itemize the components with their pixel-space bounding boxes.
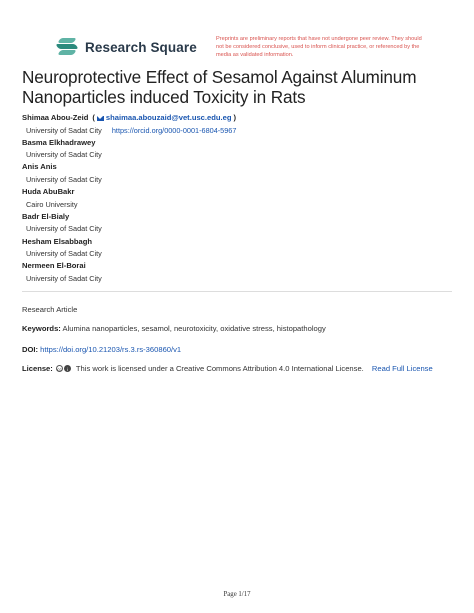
section-divider [22,291,452,292]
preprint-notice: Preprints are preliminary reports that have not undergone peer review. They should not be considered conclusive, used to inform clinical practice, or referenced by the media as validated information. [216,36,422,59]
author-name: Hesham Elsabbagh [22,236,93,246]
author-affiliation: University of Sadat City [26,125,102,135]
author-item [22,260,452,285]
author-name: Anis Anis [22,162,57,172]
read-full-license-link[interactable]: Read Full License [371,364,433,373]
author-affiliation: University of Sadat City [26,273,102,283]
email-close-paren: ) [233,113,237,122]
keywords-line [22,323,452,334]
keywords-label: Keywords: [22,324,61,333]
author-email: shaimaa.abouzaid@vet.usc.edu.eg [105,113,232,122]
article-type-label: Research Article [22,305,78,314]
page-number: Page 1/17 [223,591,251,598]
author-item [22,236,452,261]
author-item [22,161,452,186]
cc-icon: cc [57,367,62,372]
author-affiliation: University of Sadat City [26,249,102,259]
license-icons[interactable] [56,365,72,372]
license-label: License: [22,364,53,373]
license-line [22,363,452,374]
brand-name: Research Square [85,39,197,55]
author-list [22,112,452,285]
author-item [22,186,452,211]
author-affiliation: University of Sadat City [26,224,102,234]
author-affiliation: University of Sadat City [26,174,102,184]
author-email-link[interactable] [97,112,232,125]
research-square-logo-icon [57,38,79,56]
author-item [22,211,452,236]
author-item [22,137,452,162]
author-name: Shimaa Abou-Zeid [22,113,89,122]
email-open-paren: ( [92,113,95,122]
author-name: Nermeen El-Borai [22,261,86,271]
doi-label: DOI: [22,345,39,354]
envelope-icon [97,116,104,121]
orcid-link[interactable]: https://orcid.org/0000-0001-6804-5967 [111,125,237,135]
author-name: Basma Elkhadrawey [22,137,96,147]
license-text: This work is licensed under a Creative Commons Attribution 4.0 International License. [75,364,364,373]
doi-link[interactable]: https://doi.org/10.21203/rs.3.rs-360860/v1 [40,345,182,354]
author-affiliation: University of Sadat City [26,150,102,160]
author-name: Badr El-Bialy [22,211,70,221]
author-affiliation: Cairo University [26,199,78,209]
doi-line [22,344,452,355]
author-item [22,112,452,137]
header [0,30,474,66]
paper-title: Neuroprotective Effect of Sesamol Against Aluminum Nanoparticles induced Toxicity in Rats [22,67,417,107]
article-type [22,304,452,315]
keywords-value: Alumina nanoparticles, sesamol, neurotoxicity, oxidative stress, histopathology [62,324,326,333]
by-icon: i [64,365,71,372]
author-name: Huda AbuBakr [22,187,75,197]
research-square-logo[interactable] [57,38,197,56]
